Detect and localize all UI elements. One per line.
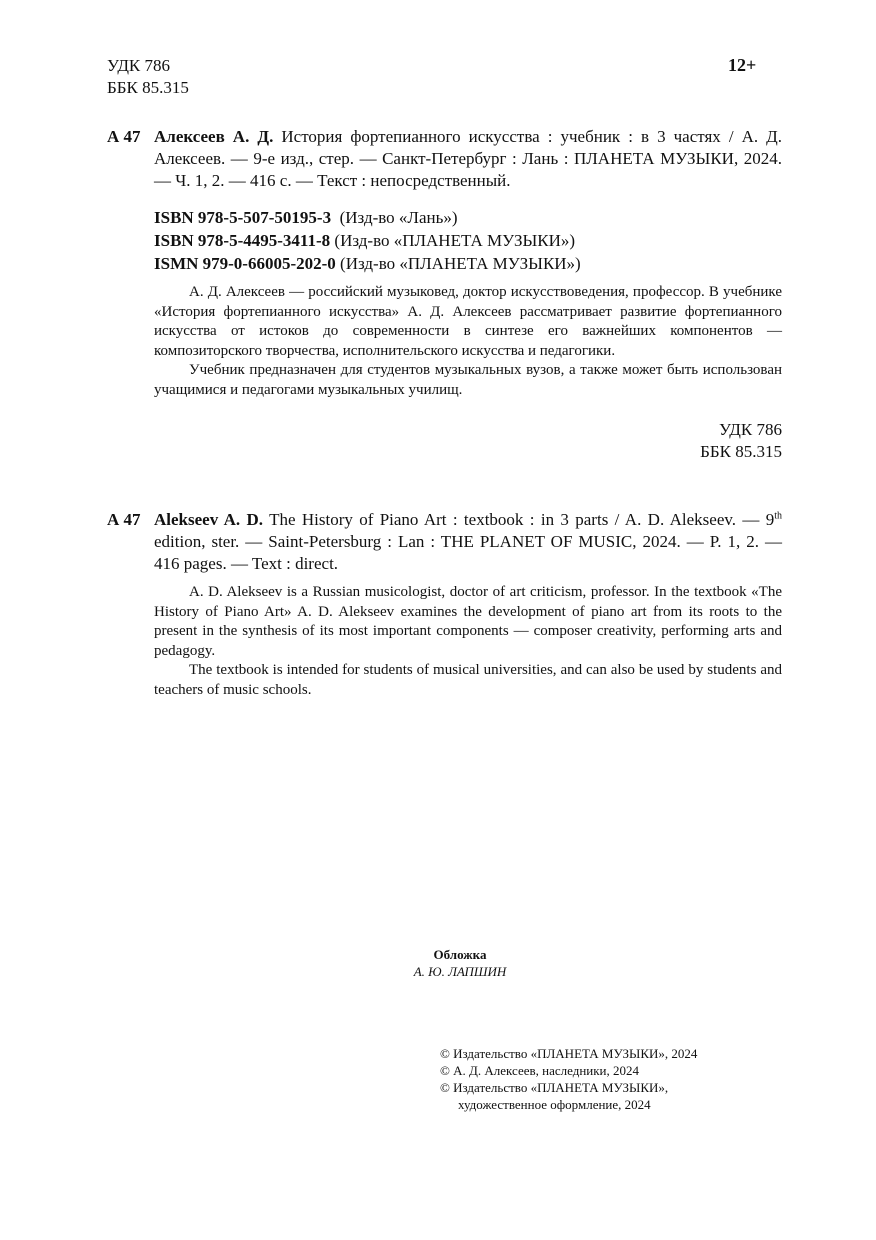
ismn-number: ISMN 979-0-66005-202-0 — [154, 254, 336, 273]
bbk-code: ББК 85.315 — [700, 442, 782, 461]
isbn-number: ISBN 978-5-4495-3411-8 — [154, 231, 331, 250]
udk-code: УДК 786 — [107, 56, 171, 75]
isbn-row — [154, 252, 581, 275]
copyright-line: © Издательство «ПЛАНЕТА МУЗЫКИ», 2024 — [440, 1046, 698, 1061]
isbn-number: ISBN 978-5-507-50195-3 — [154, 208, 332, 227]
author-mark: А 47 — [107, 127, 141, 146]
cover-designer: А. Ю. ЛАПШИН — [413, 964, 507, 979]
annotation-paragraph: А. Д. Алексеев — российский музыковед, доктор искусствоведения, профессор. В учебнике «История фортепианного искусства» А. Д. Алексеев рассматривает развитие фортепианного искусства от истоков до современности в синтезе его важнейших компонентов — композиторского творчества, исполнительского искусства и педагогики. — [154, 284, 782, 359]
ordinal-suffix: th — [774, 510, 782, 522]
annotation-paragraph: Учебник предназначен для студентов музыкальных вузов, а также может быть использован учащимися и педагогами музыкальных училищ. — [154, 362, 782, 398]
copyright-block — [440, 1045, 697, 1113]
isbn-publisher: (Изд-во «ПЛАНЕТА МУЗЫКИ») — [340, 254, 581, 273]
age-rating: 12+ — [728, 55, 757, 75]
bibliographic-description: История фортепианного искусства : учебник : в 3 частях / А. Д. Алексеев. — 9-е изд., стер. — Санкт-Петербург : Лань : ПЛАНЕТА МУЗЫКИ, 2024. — Ч. 1, 2. — 416 с. — Текст : непосредственный. — [154, 127, 782, 190]
author-mark: А 47 — [107, 510, 141, 529]
annotation-paragraph: The textbook is intended for students of musical universities, and can also be used by students and teachers of music schools. — [154, 662, 782, 698]
cover-credit — [0, 946, 876, 980]
ru-bibliographic-entry — [107, 126, 782, 192]
isbn-row — [154, 229, 581, 252]
annotation-paragraph: A. D. Alekseev is a Russian musicologist, doctor of art criticism, professor. In the textbook «The History of Piano Art» A. D. Alekseev examines the development of piano art from its roots to the present in the synthesis of its most important components — composer creativity, performing arts and pedagogy. — [154, 584, 782, 659]
en-annotation — [154, 583, 782, 700]
copyright-line: © Издательство «ПЛАНЕТА МУЗЫКИ», — [440, 1080, 669, 1095]
isbn-publisher: (Изд-во «Лань») — [339, 208, 458, 227]
ru-annotation — [154, 283, 782, 400]
author-name: Алексеев А. Д. — [154, 127, 274, 146]
classification-header — [107, 55, 189, 99]
bibliographic-description: The History of Piano Art : textbook : in 3 parts / A. D. Alekseev. — 9 — [263, 510, 775, 529]
cover-label: Обложка — [433, 947, 487, 962]
author-name: Alekseev A. D. — [154, 510, 264, 529]
isbn-list — [154, 206, 581, 275]
classification-footer — [700, 419, 782, 463]
isbn-publisher: (Изд-во «ПЛАНЕТА МУЗЫКИ») — [334, 231, 576, 250]
en-bibliographic-entry — [107, 509, 782, 575]
bibliographic-description-cont: edition, ster. — Saint-Petersburg : Lan : THE PLANET OF MUSIC, 2024. — P. 1, 2. — 416 pages. — Text : direct. — [154, 532, 782, 573]
copyright-line: © А. Д. Алексеев, наследники, 2024 — [440, 1063, 640, 1078]
bbk-code: ББК 85.315 — [107, 78, 189, 97]
udk-code: УДК 786 — [718, 420, 782, 439]
isbn-row — [154, 206, 581, 229]
copyright-line: художественное оформление, 2024 — [458, 1097, 651, 1112]
